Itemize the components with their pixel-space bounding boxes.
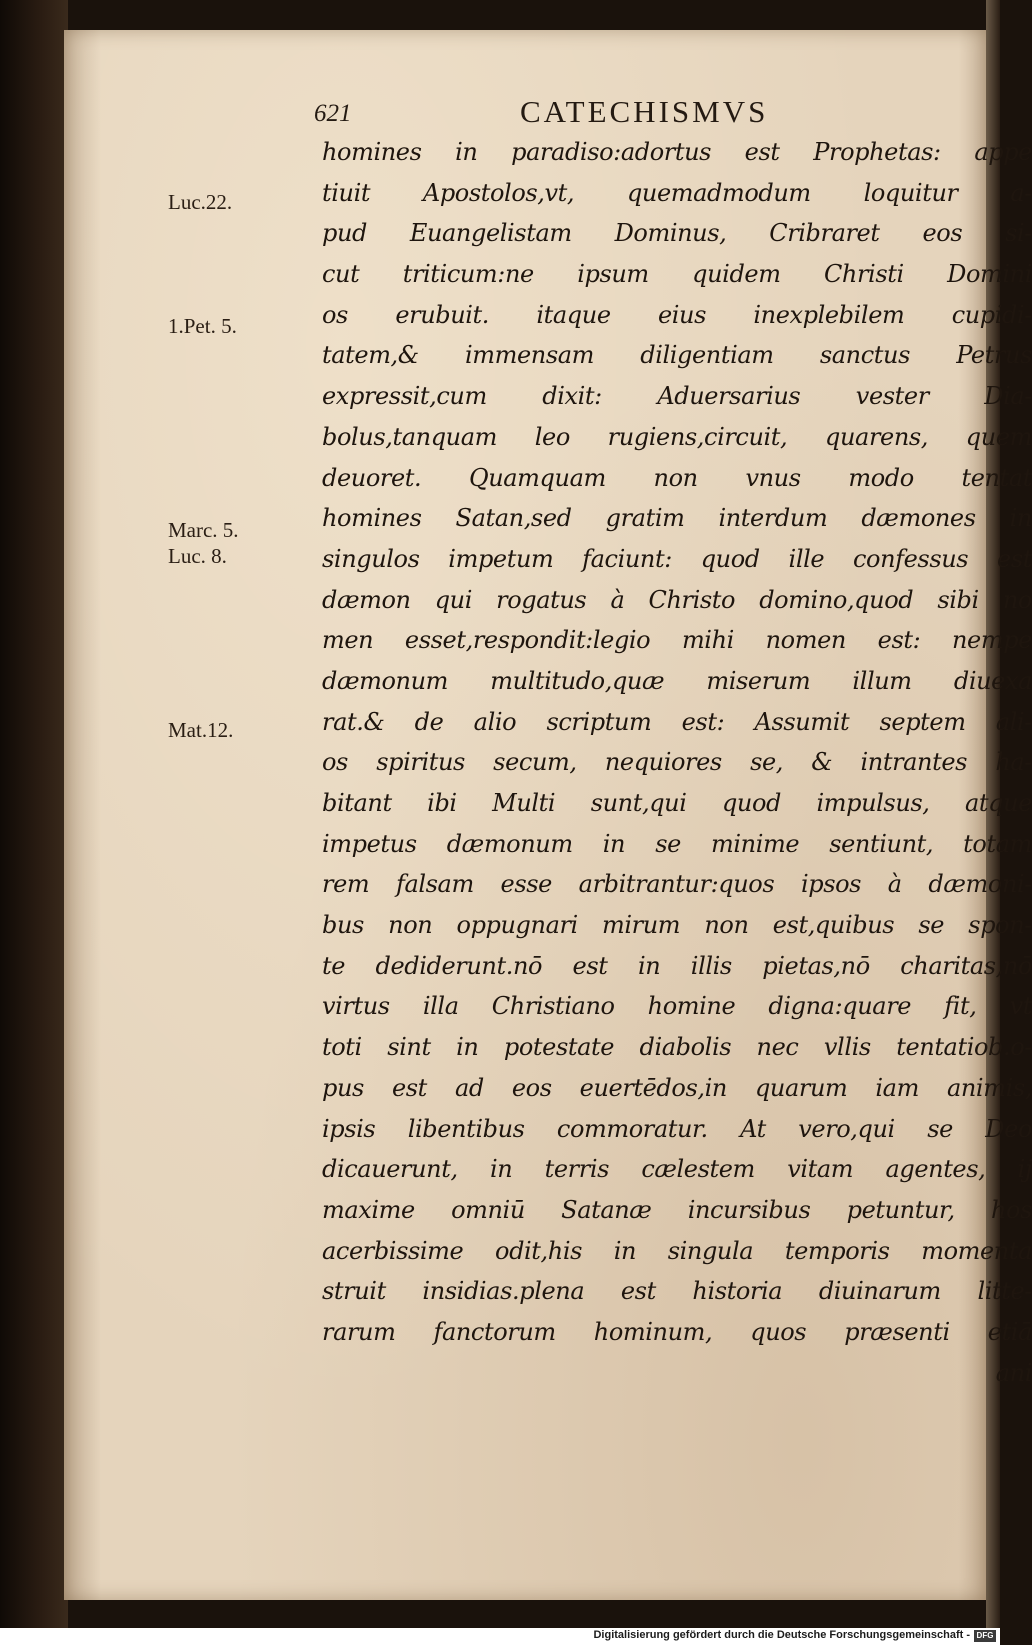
margin-note: Luc. 8. [168,544,227,568]
text-line: bitant ibi Multi sunt,qui quod impulsus, atque [322,789,1032,817]
text-line: acerbissime odit,his in singula temporis momenta [322,1236,1032,1265]
text-line: pus est ad eos euertēdos,in quarum iam animis, [322,1073,1032,1102]
text-line: virtus illa Christiano homine digna:quare fit, vt [322,992,1032,1021]
text-line: dæmonum multitudo,quæ miserum illum diuexa [322,666,1032,695]
catchword: ani [995,1358,1032,1387]
text-line: rarum fanctorum hominum, quos præsenti etiā [322,1317,1032,1346]
running-head [314,94,874,130]
margin-note: 1.Pet. 5. [168,314,237,338]
margin-note: Luc.22. [168,190,233,214]
text-line: os erubuit. itaque eius inexplebilem cupidi- [322,300,1032,329]
text-line: cut triticum:ne ipsum quidem Christi Domini [322,260,1032,289]
text-line: deuoret. Quamquam non vnus modo tentat [322,463,1032,492]
text-line: dæmon qui rogatus à Christo domino,quod sibi no [322,585,1032,614]
margin-note: Mat.12. [168,718,234,742]
text-line: os spiritus secum, nequiores se, & intrantes ha- [322,748,1032,777]
running-title: CATECHISMVS [520,94,769,129]
text-line: dicauerunt, in terris cælestem vitam agentes, ij [322,1155,1032,1184]
text-line: rem falsam esse arbitrantur:quos ipsos à dæmoni- [322,870,1032,899]
text-line: ipsis libentibus commoratur. At vero,qui se Deo [322,1114,1032,1143]
digitization-credit: Digitalisierung gefördert durch die Deutsche Forschungsgemeinschaft - [593,1629,970,1641]
dfg-logo: DFG [974,1630,996,1642]
text-line: impetus dæmonum in se minime sentiunt, totam [322,829,1032,858]
text-line: struit insidias.plena est historia diuinarum litte- [322,1277,1032,1306]
text-line: tiuit Apostolos,vt, quemadmodum loquitur a- [322,178,1032,207]
credit-strip [0,1628,1000,1645]
text-line: rat.& de alio scriptum est: Assumit septem ali- [322,707,1032,736]
text-line: singulos impetum faciunt: quod ille confessus est [322,544,1032,573]
text-line: te dediderunt.nō est in illis pietas,nō charitas,nō [322,951,1032,980]
margin-note: Marc. 5. [168,518,239,542]
book-spine-edge [0,0,68,1645]
text-line: bolus,tanquam leo rugiens,circuit, quarens, quem [322,422,1032,451]
book-page [64,30,1032,1600]
body-text [322,132,1032,1393]
text-line: toti sint in potestate diabolis nec vllis tentatiob.o- [322,1033,1032,1062]
text-line: pud Euangelistam Dominus, Cribraret eos si- [322,219,1032,248]
text-line: tatem,& immensam diligentiam sanctus Petrus [322,341,1032,370]
page-number: 621 [314,100,352,127]
text-line: homines Satan,sed gratim interdum dæmones in [322,504,1032,533]
text-line: bus non oppugnari mirum non est,quibus se spon- [322,911,1032,940]
text-line: men esset,respondit:legio mihi nomen est: nempe [322,626,1032,655]
text-line: maxime omniū Satanæ incursibus petuntur, hos [322,1195,1032,1224]
text-line: homines in paradiso:adortus est Prophetas: appe [322,138,1032,166]
text-line: expressit,cum dixit: Aduersarius vester Dia- [322,382,1032,411]
